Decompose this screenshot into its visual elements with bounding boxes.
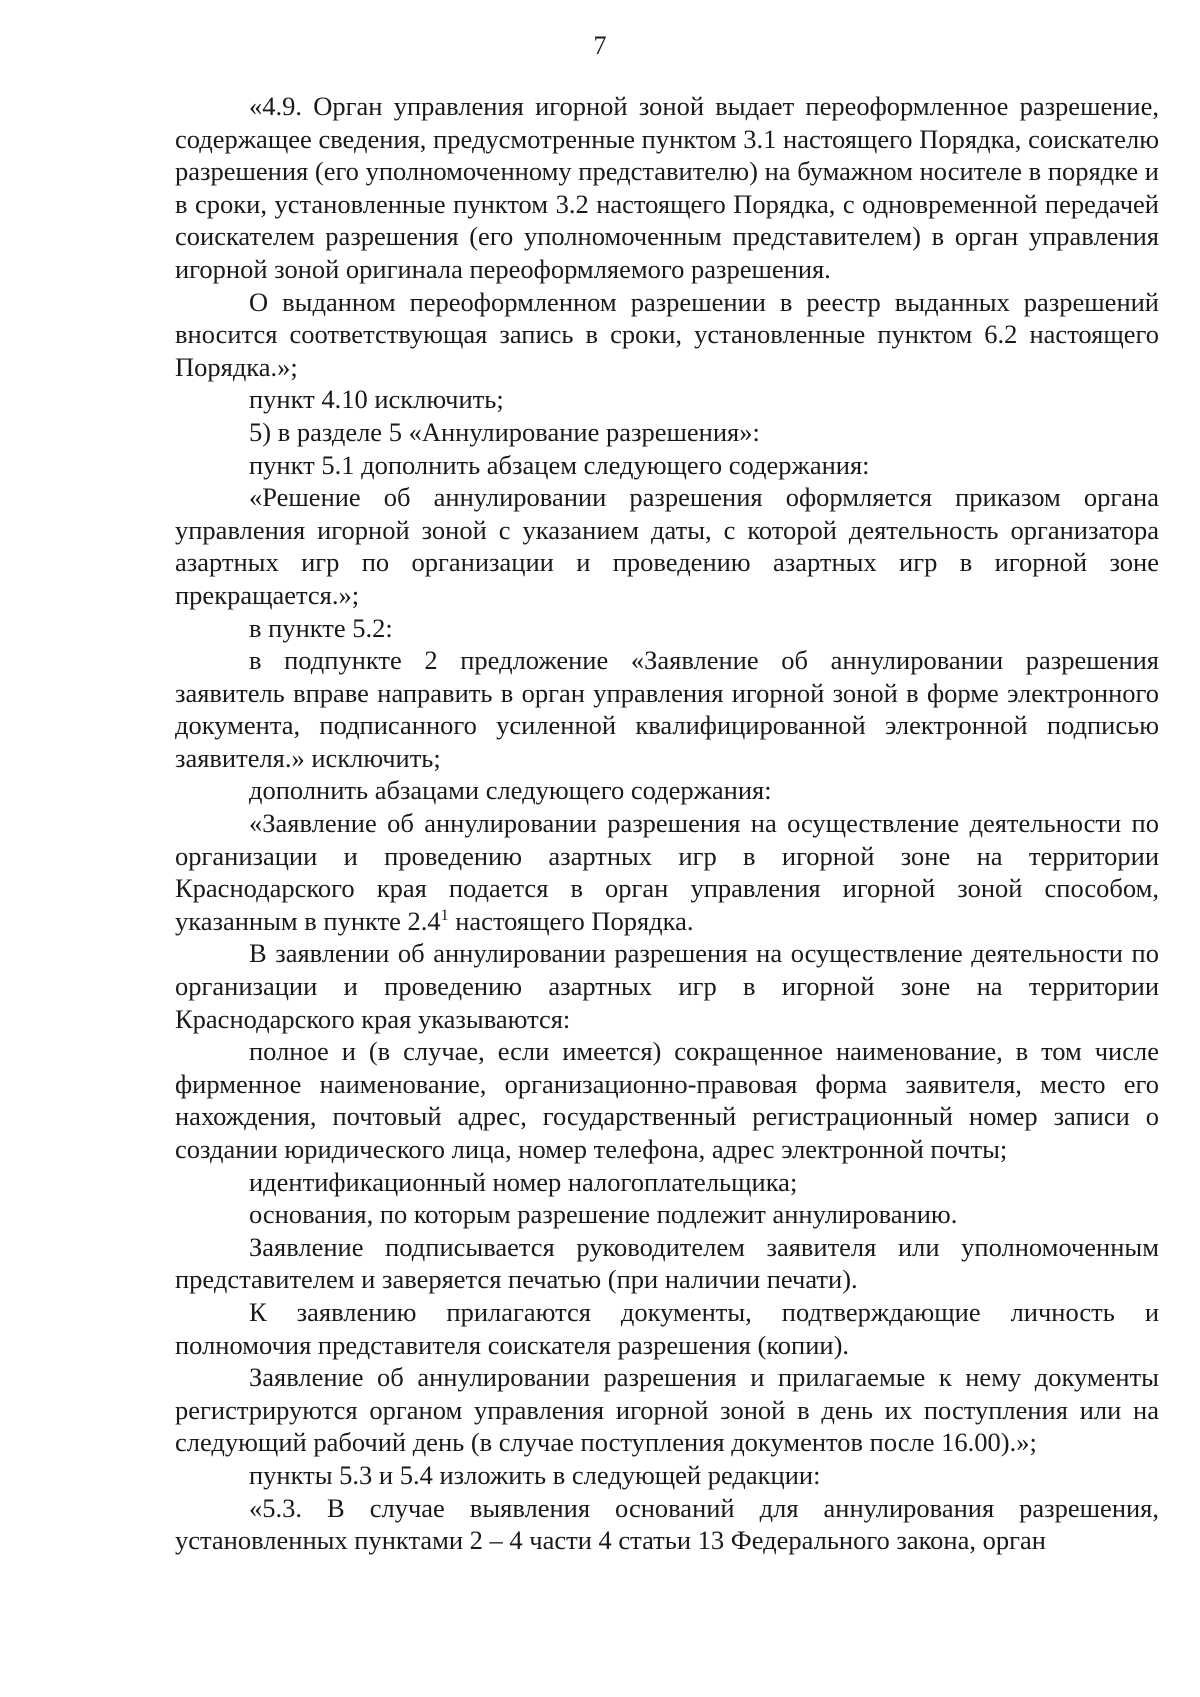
paragraph: В заявлении об аннулировании разрешения на осуществление деятельности по организации и проведению азартных игр в игорной зоне на территории Краснодарского края указываются: xyxy=(175,938,1159,1034)
paragraph: Заявление об аннулировании разрешения и прилагаемые к нему документы регистрируются органом управления игорной зоной в день их поступления или на следующий рабочий день (в случае поступления документов после 16.00).»; xyxy=(175,1362,1159,1458)
paragraph-text-start: «Заявление об аннулировании разрешения на осуществление деятельности по организации и проведению азартных игр в игорной зоне на территории Краснодарского края подается в орган управления игорной зоной способом, указанным в пункте 2.4 xyxy=(175,808,1159,936)
paragraph: полное и (в случае, если имеется) сокращенное наименование, в том числе фирменное наименование, организационно-правовая форма заявителя, место его нахождения, почтовый адрес, государственный регистрационный номер записи о создании юридического лица, номер телефона, адрес электронной почты; xyxy=(175,1036,1159,1164)
paragraph: К заявлению прилагаются документы, подтверждающие личность и полномочия представителя соискателя разрешения (копии). xyxy=(175,1296,1159,1360)
paragraph-text-end: настоящего Порядка. xyxy=(448,905,694,936)
document-body xyxy=(175,90,1159,1557)
paragraph: «4.9. Орган управления игорной зоной выдает переоформленное разрешение, содержащее сведения, предусмотренные пунктом 3.1 настоящего Порядка, соискателю разрешения (его уполномоченному представителю) на бумажном носителе в порядке и в сроки, установленные пунктом 3.2 настоящего Порядка, с одновременной передачей соискателем разрешения (его уполномоченным представителем) в орган управления игорной зоной оригинала переоформляемого разрешения. xyxy=(175,91,1159,284)
paragraph: пункт 5.1 дополнить абзацем следующего содержания: xyxy=(249,449,870,480)
paragraph-with-superscript xyxy=(175,807,1159,937)
paragraph: 5) в разделе 5 «Аннулирование разрешения»: xyxy=(249,416,760,447)
paragraph: в подпункте 2 предложение «Заявление об аннулировании разрешения заявитель вправе направить в орган управления игорной зоной в форме электронного документа, подписанного усиленной квалифицированной электронной подписью заявителя.» исключить; xyxy=(175,645,1159,773)
paragraph: «5.3. В случае выявления оснований для аннулирования разрешения, установленных пунктами 2 – 4 части 4 статьи 13 Федерального закона, орган xyxy=(175,1492,1159,1556)
paragraph: пункт 4.10 исключить; xyxy=(249,384,504,415)
paragraph: пункты 5.3 и 5.4 изложить в следующей редакции: xyxy=(249,1459,821,1490)
paragraph: О выданном переоформленном разрешении в реестр выданных разрешений вносится соответствующая запись в сроки, установленные пунктом 6.2 настоящего Порядка.»; xyxy=(175,286,1159,382)
page-number: 7 xyxy=(593,31,607,60)
superscript-index: 1 xyxy=(440,907,449,925)
paragraph: основания, по которым разрешение подлежит аннулированию. xyxy=(249,1199,958,1230)
paragraph: «Решение об аннулировании разрешения оформляется приказом органа управления игорной зоной с указанием даты, с которой деятельность организатора азартных игр по организации и проведению азартных игр в игорной зоне прекращается.»; xyxy=(175,482,1159,610)
paragraph: Заявление подписывается руководителем заявителя или уполномоченным представителем и заверяется печатью (при наличии печати). xyxy=(175,1231,1159,1295)
paragraph: в пункте 5.2: xyxy=(249,612,393,643)
paragraph: идентификационный номер налогоплательщика; xyxy=(249,1166,798,1197)
paragraph: дополнить абзацами следующего содержания: xyxy=(249,775,772,806)
